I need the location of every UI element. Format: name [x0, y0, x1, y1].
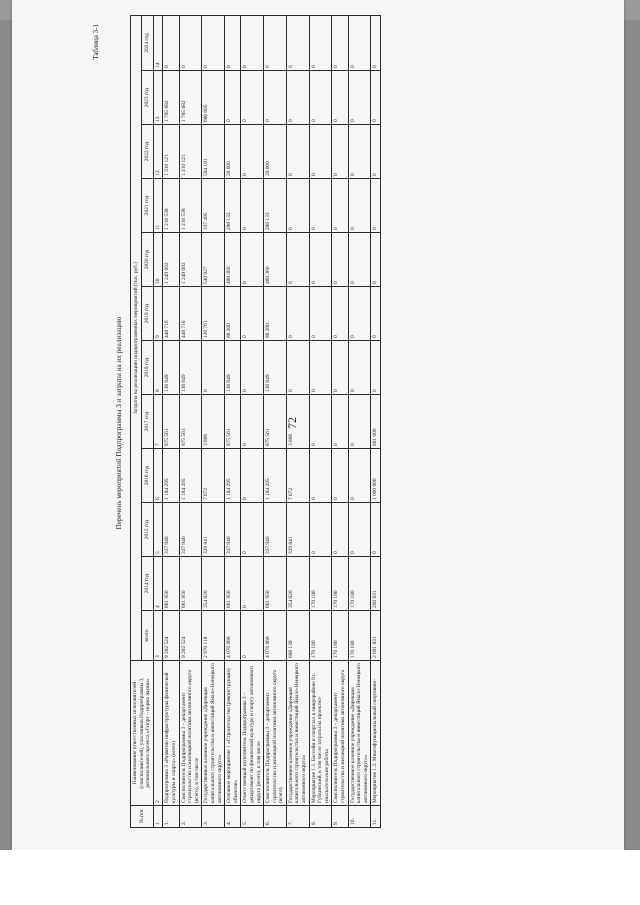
rotated-page-content [20, 8, 620, 838]
row-value: 337 495 [202, 179, 225, 233]
row-value: 0 [202, 341, 225, 395]
row-value: 0 [286, 179, 309, 233]
row-value: 286 133 [225, 179, 241, 233]
row-value: 1 184 295 [225, 449, 241, 503]
row-value: 448 716 [179, 287, 202, 341]
row-value: 0 [332, 71, 348, 125]
row-value: 0 [348, 503, 371, 557]
row-name: Государственное казенное учреждение «Дирекция капитального строительства и инвестиций Ямало-Ненецкого автономного округа» [348, 661, 371, 806]
column-number: 9 [153, 287, 163, 341]
row-value: 0 [348, 395, 371, 449]
header-number: № п/п [131, 806, 154, 828]
row-value: 329 841 [202, 503, 225, 557]
row-value: 4 076 068 [264, 611, 287, 661]
row-value: 9 202 524 [179, 611, 202, 661]
row-value: 86 200 [264, 287, 287, 341]
column-number: 14 [153, 15, 163, 70]
table-title: Перечень мероприятий Подпрограммы 3 и затраты на их реализацию [115, 316, 123, 530]
column-number: 13 [153, 71, 163, 125]
row-value: 696 139 [286, 611, 309, 661]
row-value: 1 184 295 [264, 449, 287, 503]
row-value: 1 249 092 [163, 233, 179, 287]
expenses-table [130, 15, 381, 828]
row-value: 1 184 295 [179, 449, 202, 503]
row-value: 0 [348, 287, 371, 341]
row-value: 0 [264, 15, 287, 70]
row-value: 170 180 [332, 557, 348, 611]
row-value: 120 761 [202, 287, 225, 341]
row-number: 1. [163, 806, 179, 828]
header-row-top [131, 15, 142, 827]
row-value: 0 [348, 15, 371, 70]
row-value: 136 649 [163, 341, 179, 395]
row-value: 0 [241, 503, 264, 557]
row-value: 489 360 [225, 233, 241, 287]
row-value: 540 927 [202, 233, 225, 287]
table-row [225, 15, 241, 827]
row-value: 20 000 [264, 125, 287, 179]
header-year: 2014 год [142, 557, 153, 611]
row-value: 20 000 [225, 125, 241, 179]
row-value: 136 649 [179, 341, 202, 395]
row-value: 170 180 [348, 557, 371, 611]
row-value: 0 [332, 125, 348, 179]
row-value: 875 561 [179, 395, 202, 449]
row-value: 661 950 [163, 557, 179, 611]
row-name: Государственное казенное учреждение «Дирекция капитального строительства и инвестиций Ямало-Ненецкого автономного округа» [202, 661, 225, 806]
row-value: 0 [241, 233, 264, 287]
header-year: 2023 год [142, 71, 153, 125]
row-value: 0 [241, 125, 264, 179]
row-value: 0 [348, 449, 371, 503]
column-number: 8 [153, 341, 163, 395]
column-number: 4 [153, 557, 163, 611]
header-total: всего [142, 611, 153, 661]
table-row [264, 15, 287, 827]
document-page [12, 0, 624, 850]
row-value: 0 [309, 395, 332, 449]
row-value: 0 [309, 15, 332, 70]
row-value: 1 090 000 [371, 449, 381, 503]
row-value: 136 649 [264, 341, 287, 395]
row-name: Ответственный исполнитель Подпрограммы 3 – департамент по физической культуре и спорту автономного округа (всего), в том числе [241, 661, 264, 806]
row-value: 0 [332, 179, 348, 233]
row-value: 1 249 092 [179, 233, 202, 287]
row-value: 661 950 [225, 557, 241, 611]
row-value: 0 [286, 71, 309, 125]
column-number: 1 [153, 806, 163, 828]
row-value: 286 133 [264, 179, 287, 233]
row-value: 3 806 [202, 395, 225, 449]
row-value: 0 [241, 395, 264, 449]
row-value: 875 561 [225, 395, 241, 449]
row-value: 354 820 [202, 557, 225, 611]
header-costs-group: Затраты на реализацию подпрограммных мероприятий (тыс. руб.) [131, 15, 142, 660]
row-number: 7. [286, 806, 309, 828]
row-value: 7 672 [202, 449, 225, 503]
row-value: 4 076 068 [225, 611, 241, 661]
row-value: 337 940 [163, 503, 179, 557]
row-value: 9 202 524 [163, 611, 179, 661]
row-value: 337 940 [225, 503, 241, 557]
header-year: 2017 год [142, 395, 153, 449]
row-value: 0 [163, 15, 179, 70]
row-value: 448 716 [163, 287, 179, 341]
row-value: 329 841 [286, 503, 309, 557]
table-row [371, 15, 381, 827]
table-row [348, 15, 371, 827]
row-value: 0 [348, 125, 371, 179]
row-value: 0 [225, 71, 241, 125]
row-value: 594 191 [202, 125, 225, 179]
row-value: 0 [332, 503, 348, 557]
row-number: 8. [309, 806, 332, 828]
row-value: 0 [241, 611, 264, 661]
row-value: 170 180 [309, 611, 332, 661]
header-year: 2015 год [142, 503, 153, 557]
row-value: 0 [309, 341, 332, 395]
table-row [179, 15, 202, 827]
row-value: 1 310 121 [179, 125, 202, 179]
row-value: 0 [332, 341, 348, 395]
row-value: 0 [371, 15, 381, 70]
row-value: 0 [371, 503, 381, 557]
row-value: 0 [332, 395, 348, 449]
table-row [163, 15, 179, 827]
row-value: 0 [241, 341, 264, 395]
row-value: 0 [332, 15, 348, 70]
column-number: 7 [153, 395, 163, 449]
header-year: 2021 год [142, 179, 153, 233]
row-value: 0 [332, 287, 348, 341]
row-name: Государственное казенное учреждение «Дирекция капитального строительства и инвестиций Ямало-Ненецкого автономного округа» [286, 661, 309, 806]
column-number: 5 [153, 503, 163, 557]
row-value: 136 649 [225, 341, 241, 395]
column-numbers-row [153, 15, 163, 827]
row-value: 1 785 682 [179, 71, 202, 125]
row-value: 3 806 [286, 395, 309, 449]
row-value: 1 785 682 [163, 71, 179, 125]
header-year: 2018 год [142, 341, 153, 395]
header-year: 2024 год [142, 15, 153, 70]
row-value: 0 [371, 341, 381, 395]
row-value: 0 [286, 287, 309, 341]
row-value: 0 [286, 341, 309, 395]
row-value: 0 [348, 71, 371, 125]
table-row [202, 15, 225, 827]
row-value: 801 000 [371, 395, 381, 449]
row-value: 0 [264, 71, 287, 125]
row-name: Соисполнитель Подпрограммы 3 – департамент строительства и жилищной политики автономного округа (всего), в том числе [179, 661, 202, 806]
row-value: 661 950 [179, 557, 202, 611]
row-value: 170 180 [348, 611, 371, 661]
row-number: 10. [348, 806, 371, 828]
row-value: 0 [241, 71, 264, 125]
row-value: 0 [309, 233, 332, 287]
row-value: 0 [348, 233, 371, 287]
row-value: 1 310 121 [163, 125, 179, 179]
row-value: 0 [202, 15, 225, 70]
row-value: 0 [371, 125, 381, 179]
row-value: 0 [309, 179, 332, 233]
row-value: 0 [179, 15, 202, 70]
row-value: 337 940 [179, 503, 202, 557]
row-value: 0 [241, 15, 264, 70]
row-number: 2. [179, 806, 202, 828]
row-value: 7 672 [286, 449, 309, 503]
row-value: 0 [371, 233, 381, 287]
row-number: 4. [225, 806, 241, 828]
row-value: 337 940 [264, 503, 287, 557]
row-value: 0 [241, 449, 264, 503]
row-value: 0 [309, 503, 332, 557]
header-year: 2020 год [142, 233, 153, 287]
row-number: 5. [241, 806, 264, 828]
header-year: 2016 год [142, 449, 153, 503]
table-row [241, 15, 264, 827]
header-name: Наименование ответственных исполнителей (соисполнителей), участников Подпрограммы 3, регионального проекта «Спорт – норма жизни» [131, 661, 154, 806]
row-value: 1 216 538 [179, 179, 202, 233]
row-value: 170 180 [309, 557, 332, 611]
header-year: 2022 год [142, 125, 153, 179]
row-value: 0 [332, 449, 348, 503]
row-name: Соисполнитель Подпрограммы 3 – департамент строительства и жилищной политики автономного округа [332, 661, 348, 806]
row-name: Подпрограмма 3 «Развитие инфраструктуры физической культуры и спорта» (всего) [163, 661, 179, 806]
row-name: Соисполнитель Подпрограммы 3 – департамент строительства и жилищной политики автономного округа (всего) [264, 661, 287, 806]
page-number: 72 [285, 417, 299, 429]
row-value: 0 [332, 233, 348, 287]
row-value: 0 [286, 125, 309, 179]
column-number: 11 [153, 179, 163, 233]
table-row [309, 15, 332, 827]
table-row [332, 15, 348, 827]
row-value: 0 [371, 179, 381, 233]
row-number: 6. [264, 806, 287, 828]
row-value: 875 561 [163, 395, 179, 449]
row-value: 0 [241, 557, 264, 611]
row-value: 875 561 [264, 395, 287, 449]
column-number: 2 [153, 661, 163, 806]
row-value: 0 [371, 287, 381, 341]
row-value: 661 950 [264, 557, 287, 611]
row-number: 9. [332, 806, 348, 828]
column-number: 10 [153, 233, 163, 287]
row-value: 0 [371, 71, 381, 125]
row-value: 170 180 [332, 611, 348, 661]
row-value: 200 831 [371, 557, 381, 611]
column-number: 6 [153, 449, 163, 503]
row-number: 3. [202, 806, 225, 828]
row-value: 0 [309, 449, 332, 503]
row-value: 2 970 118 [202, 611, 225, 661]
row-value: 0 [309, 125, 332, 179]
table-row [286, 15, 309, 827]
row-value: 86 200 [225, 287, 241, 341]
row-value: 680 605 [202, 71, 225, 125]
row-value: 489 360 [264, 233, 287, 287]
row-value: 0 [309, 71, 332, 125]
header-year: 2019 год [142, 287, 153, 341]
row-number: 11. [371, 806, 381, 828]
row-name: Основное мероприятие 1 «Строительство (реконструкция) объектов» [225, 661, 241, 806]
table-label: Таблица 3-1 [92, 24, 100, 60]
row-value: 1 216 538 [163, 179, 179, 233]
row-value: 0 [286, 15, 309, 70]
row-value: 2 091 831 [371, 611, 381, 661]
scanner-margin-bottom [0, 850, 640, 905]
table-body [163, 15, 381, 827]
row-value: 0 [225, 15, 241, 70]
row-value: 354 820 [286, 557, 309, 611]
row-value: 0 [286, 233, 309, 287]
row-value: 0 [241, 179, 264, 233]
column-number: 12 [153, 125, 163, 179]
row-value: 1 184 295 [163, 449, 179, 503]
column-number: 3 [153, 611, 163, 661]
row-value: 0 [241, 287, 264, 341]
row-name: Мероприятие 1.2. Многофункциональный спортивно- [371, 661, 381, 806]
row-name: Мероприятие 1.1. Бассейн и спортзал в микрорайоне 9 г. Губкинский, в том числе затраты на проектно-изыскательские работы [309, 661, 332, 806]
row-value: 0 [309, 287, 332, 341]
row-value: 0 [348, 341, 371, 395]
row-value: 0 [348, 179, 371, 233]
